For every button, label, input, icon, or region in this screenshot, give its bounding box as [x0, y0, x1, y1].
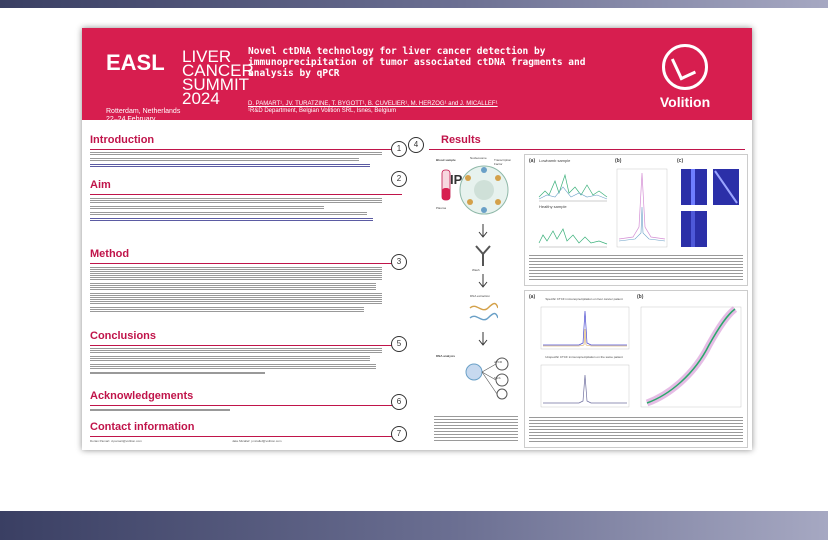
transcription-factor-label: Transcription Factor	[494, 158, 512, 166]
fig3-subtitle: Unspecific CTCF immunoprecipitation on the same patient	[545, 355, 623, 359]
fig2-profile-plot	[615, 167, 671, 249]
poster-banner	[82, 28, 752, 123]
plasma-label: Plasma	[436, 206, 447, 210]
dna-analysis-label: DNA analysis	[436, 354, 456, 358]
qpcr-label: qPCR	[494, 360, 503, 364]
results-rule	[429, 149, 745, 150]
section-number-1: 1	[391, 141, 407, 157]
fig2-subtitle: Healthy sample	[539, 204, 567, 209]
fig3-bottom-plot	[539, 363, 631, 409]
fig3-label-a: (a)	[529, 294, 536, 300]
arrow-down-icon	[476, 224, 490, 240]
top-bar	[0, 0, 828, 8]
workflow-diagram	[432, 154, 520, 446]
antibody-icon	[472, 244, 494, 266]
section-number-6: 6	[391, 394, 407, 410]
fig2-label-b: (b)	[615, 158, 622, 164]
acknowledgements-text-block	[90, 409, 382, 411]
figure-3-caption	[529, 417, 743, 443]
fig3-top-plot	[539, 305, 631, 351]
text-line	[90, 158, 359, 162]
text-line-highlight	[90, 164, 370, 168]
volition-logo	[644, 44, 726, 110]
method-rule	[90, 263, 402, 264]
arrow-down-icon	[476, 332, 490, 348]
introduction-text-block	[90, 152, 382, 168]
figure-2-caption	[529, 255, 743, 281]
location-text: Rotterdam, Netherlands	[106, 108, 181, 115]
bottom-bar	[0, 511, 828, 540]
contact-heading: Contact information	[90, 421, 195, 433]
dates-text: 22–24 February	[106, 116, 156, 123]
section-number-2: 2	[391, 171, 407, 187]
dna-fragments-icon	[468, 302, 498, 328]
section-number-3: 3	[391, 254, 407, 270]
poster-title: Novel ctDNA technology for liver cancer detection by immunoprecipitation of tumor associated ctDNA fragments and analysis by qPCR	[248, 46, 586, 79]
contact-right: Jake Micallef: j.micallef@volition.com	[232, 439, 282, 443]
authors	[248, 101, 568, 115]
text-line	[90, 293, 382, 305]
text-line	[90, 212, 367, 216]
contact-rule	[90, 436, 402, 437]
contact-left: Dorian Pamart: d.pamart@volition.com	[90, 439, 142, 443]
text-line	[90, 267, 382, 281]
acknowledgements-rule	[90, 405, 402, 406]
nucleosome-label: Nucleosome	[470, 156, 487, 160]
fig3-label-b: (b)	[637, 294, 644, 300]
text-line	[90, 206, 324, 210]
fig2-label-c: (c)	[677, 158, 684, 164]
acknowledgements-heading: Acknowledgements	[90, 390, 194, 402]
text-line	[90, 283, 376, 291]
text-line	[90, 356, 370, 362]
aim-heading: Aim	[90, 179, 111, 191]
extraction-label: DNA extraction	[470, 294, 491, 298]
section-number-5: 5	[391, 336, 407, 352]
text-line-highlight	[90, 218, 373, 222]
figure-1-caption	[434, 416, 518, 442]
analysis-targets-icon	[446, 350, 514, 400]
conclusions-heading: Conclusions	[90, 330, 157, 342]
fig2-title: Lowbamb sample	[539, 158, 571, 163]
author-list: D. PAMART¹, JV. TURATZINE, T. BYGOTT¹, B. CUVELIER¹, M. HERZOG¹ and J. MICALLEF¹	[248, 101, 498, 107]
conf-line3: SUMMIT	[182, 75, 250, 94]
figure-2-panel	[524, 154, 748, 286]
introduction-rule	[90, 149, 402, 150]
ip-bead-diagram	[454, 160, 516, 218]
section-number-7: 7	[391, 426, 407, 442]
fig2-label-a: (a)	[529, 158, 536, 164]
conf-line2: CANCER	[182, 61, 254, 80]
easl-logo-text: EASL	[106, 50, 165, 75]
text-line	[90, 364, 376, 370]
conf-line1: LIVER	[182, 47, 232, 66]
volition-mark-icon	[662, 44, 708, 90]
text-line	[90, 372, 265, 374]
conf-year: 2024	[182, 89, 220, 108]
fig2-top-left-plot	[537, 167, 609, 203]
method-text-block	[90, 267, 382, 313]
text-line	[90, 307, 364, 313]
arrow-down-icon	[476, 274, 490, 290]
fig2-bottom-left-plot	[537, 213, 609, 249]
section-number-4: 4	[408, 137, 424, 153]
easl-logo	[106, 47, 254, 123]
affiliation: ¹R&D Department, Belgian Volition SRL, Isnes, Belgium	[248, 108, 397, 114]
aim-text-block	[90, 198, 382, 222]
figure-3-panel	[524, 290, 748, 448]
blood-sample-label: Blood sample	[436, 158, 456, 162]
introduction-heading: Introduction	[90, 134, 155, 146]
results-heading: Results	[441, 134, 481, 146]
conclusions-rule	[90, 345, 402, 346]
aim-rule	[90, 194, 402, 195]
text-line	[90, 198, 382, 204]
volition-name: Volition	[659, 94, 711, 110]
fig2-heatmaps	[677, 167, 743, 249]
text-line	[90, 348, 382, 354]
text-line	[90, 409, 230, 411]
fig3-title: Specific CTCF immunoprecipitation on liver cancer patient	[545, 297, 623, 301]
conclusions-text-block	[90, 348, 382, 374]
wash-label: Wash	[472, 268, 480, 272]
poster	[82, 28, 752, 450]
method-heading: Method	[90, 248, 130, 260]
ip-label: IP	[450, 172, 463, 187]
ngs-label: NGS	[494, 376, 501, 380]
text-line	[90, 152, 382, 156]
fig3-scatter-plot	[639, 305, 743, 409]
conference-location	[106, 108, 196, 124]
